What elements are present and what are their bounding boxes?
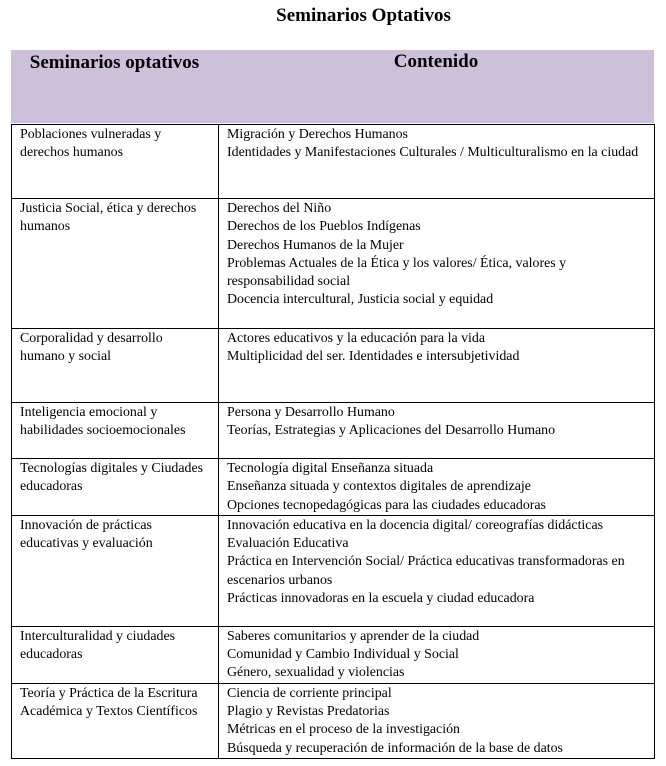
content-cell [219, 403, 655, 459]
content-item: Práctica en Intervención Social/ Práctica educativas transformadoras en escenarios urbanos [227, 554, 625, 588]
content-item: Identidades y Manifestaciones Culturales / Multiculturalismo en la ciudad [227, 145, 639, 161]
seminars-table [11, 124, 655, 759]
content-item: Saberes comunitarios y aprender de la ciudad [227, 628, 480, 644]
content-cell [219, 459, 655, 516]
table-row [12, 403, 655, 459]
content-item: Género, sexualidad y violencias [227, 665, 405, 681]
table-row [12, 125, 655, 199]
content-item: Opciones tecnopedagógicas para las ciudades educadoras [227, 497, 546, 513]
header-contenido: Contenido [393, 51, 479, 72]
table-row [12, 626, 655, 683]
table-row [12, 683, 655, 758]
header-seminarios-optativos: Seminarios optativos [29, 52, 200, 73]
content-item: Docencia intercultural, Justicia social y equidad [227, 292, 494, 308]
content-item: Migración y Derechos Humanos [227, 127, 408, 142]
seminar-name-cell: Teoría y Práctica de la Escritura Académica y Textos Científicos [12, 683, 219, 758]
table-row [12, 459, 655, 516]
content-item: Prácticas innovadoras en la escuela y ciudad educadora [227, 591, 535, 607]
seminar-name-cell: Inteligencia emocional y habilidades socioemocionales [12, 403, 219, 459]
table-row [12, 329, 655, 403]
seminar-name-cell: Tecnologías digitales y Ciudades educadoras [12, 459, 219, 516]
content-item: Actores educativos y la educación para la vida [227, 331, 486, 346]
content-item: Enseñanza situada y contextos digitales de aprendizaje [227, 479, 531, 495]
seminar-name-cell: Innovación de prácticas educativas y evaluación [12, 515, 219, 626]
content-item: Búsqueda y recuperación de información de la base de datos [227, 740, 563, 756]
seminar-name-cell: Interculturalidad y ciudades educadoras [12, 626, 219, 683]
content-item: Métricas en el proceso de la investigación [227, 722, 460, 738]
content-item: Multiplicidad del ser. Identidades e intersubjetividad [227, 349, 520, 365]
seminar-name-cell: Corporalidad y desarrollo humano y social [12, 329, 219, 403]
seminar-name-cell: Justicia Social, ética y derechos humanos [12, 199, 219, 329]
content-item: Tecnología digital Enseñanza situada [227, 461, 434, 476]
content-item: Derechos de los Pueblos Indígenas [227, 219, 421, 235]
content-item: Evaluación Educativa [227, 536, 349, 552]
content-item: Plagio y Revistas Predatorias [227, 704, 390, 720]
content-item: Innovación educativa en la docencia digital/ coreografías didácticas [227, 517, 604, 533]
content-item: Problemas Actuales de la Ética y los valores/ Ética, valores y responsabilidad social [227, 255, 567, 290]
content-item: Ciencia de corriente principal [227, 685, 392, 701]
seminar-name-cell: Poblaciones vulneradas y derechos humanos [12, 125, 219, 199]
content-item: Teorías, Estrategias y Aplicaciones del Desarrollo Humano [227, 423, 556, 439]
content-cell [219, 515, 655, 626]
table-row [12, 515, 655, 626]
content-cell [219, 683, 655, 758]
content-cell [219, 199, 655, 329]
content-item: Comunidad y Cambio Individual y Social [227, 647, 459, 663]
content-cell [219, 329, 655, 403]
content-item: Derechos del Niño [227, 201, 332, 216]
content-cell [219, 626, 655, 683]
table-row [12, 199, 655, 329]
content-item: Persona y Desarrollo Humano [227, 405, 395, 420]
content-cell [219, 125, 655, 199]
content-item: Derechos Humanos de la Mujer [227, 237, 404, 253]
document-title: Seminarios Optativos [276, 5, 451, 26]
